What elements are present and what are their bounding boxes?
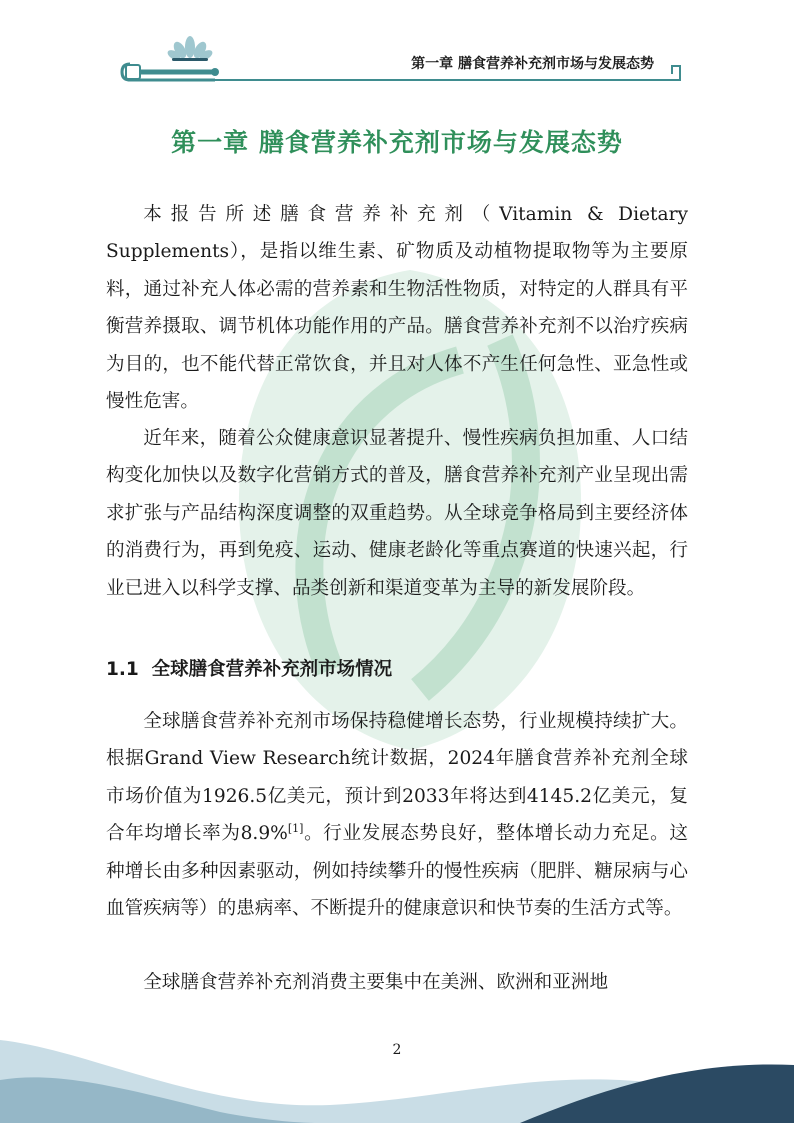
paragraph-text-part: 全球膳食营养补充剂市场保持稳健增长态势，行业规模持续扩大。根据Grand View Research统计数据，2024年膳食营养补充剂全球市场价值为1926.5亿美元，预计到2033年将达到4145.2亿美元，复合年均增长率为8.9% (106, 711, 688, 845)
market-paragraph-2 (106, 964, 688, 1001)
citation-ref[interactable]: [1] (287, 822, 304, 836)
intro-paragraph-1 (106, 196, 688, 420)
section-number: 1.1 (106, 659, 139, 680)
header-ornament (0, 0, 794, 90)
paragraph-text: 全球膳食营养补充剂消费主要集中在美洲、欧洲和亚洲地 (143, 972, 609, 993)
section-title: 全球膳食营养补充剂市场情况 (151, 659, 393, 680)
paragraph-text (106, 703, 688, 927)
paragraph-text: 本报告所述膳食营养补充剂（Vitamin & Dietary Supplements），是指以维生素、矿物质及动植物提取物等为主要原料，通过补充人体必需的营养素和生物活性物质，对特定的人群具有平衡营养摄取、调节机体功能作用的产品。膳食营养补充剂不以治疗疾病为目的，也不能代替正常饮食，并且对人体不产生任何急性、亚急性或慢性危害。 (106, 204, 688, 413)
running-header-title: 第一章 膳食营养补充剂市场与发展态势 (411, 56, 654, 72)
page-header (0, 0, 794, 90)
paragraph-text-part: 。行业发展态势良好，整体增长动力充足。这种增长由多种因素驱动，例如持续攀升的慢性疾病（肥胖、糖尿病与心血管疾病等）的患病率、不断提升的健康意识和快节奏的生活方式等。 (106, 823, 688, 920)
intro-paragraph-2 (106, 420, 688, 607)
market-paragraph-1 (106, 703, 688, 927)
paragraph-text: 近年来，随着公众健康意识显著提升、慢性疾病负担加重、人口结构变化加快以及数字化营销方式的普及，膳食营养补充剂产业呈现出需求扩张与产品结构深度调整的双重趋势。从全球竞争格局到主要经济体的消费行为，再到免疫、运动、健康老龄化等重点赛道的快速兴起，行业已进入以科学支撑、品类创新和渠道变革为主导的新发展阶段。 (106, 428, 688, 599)
lotus-icon (166, 36, 214, 62)
chapter-title: 第一章 膳食营养补充剂市场与发展态势 (171, 128, 623, 157)
page-number: 2 (392, 1042, 402, 1058)
footer-wave-ornament (0, 1020, 794, 1123)
section-heading (106, 655, 392, 681)
